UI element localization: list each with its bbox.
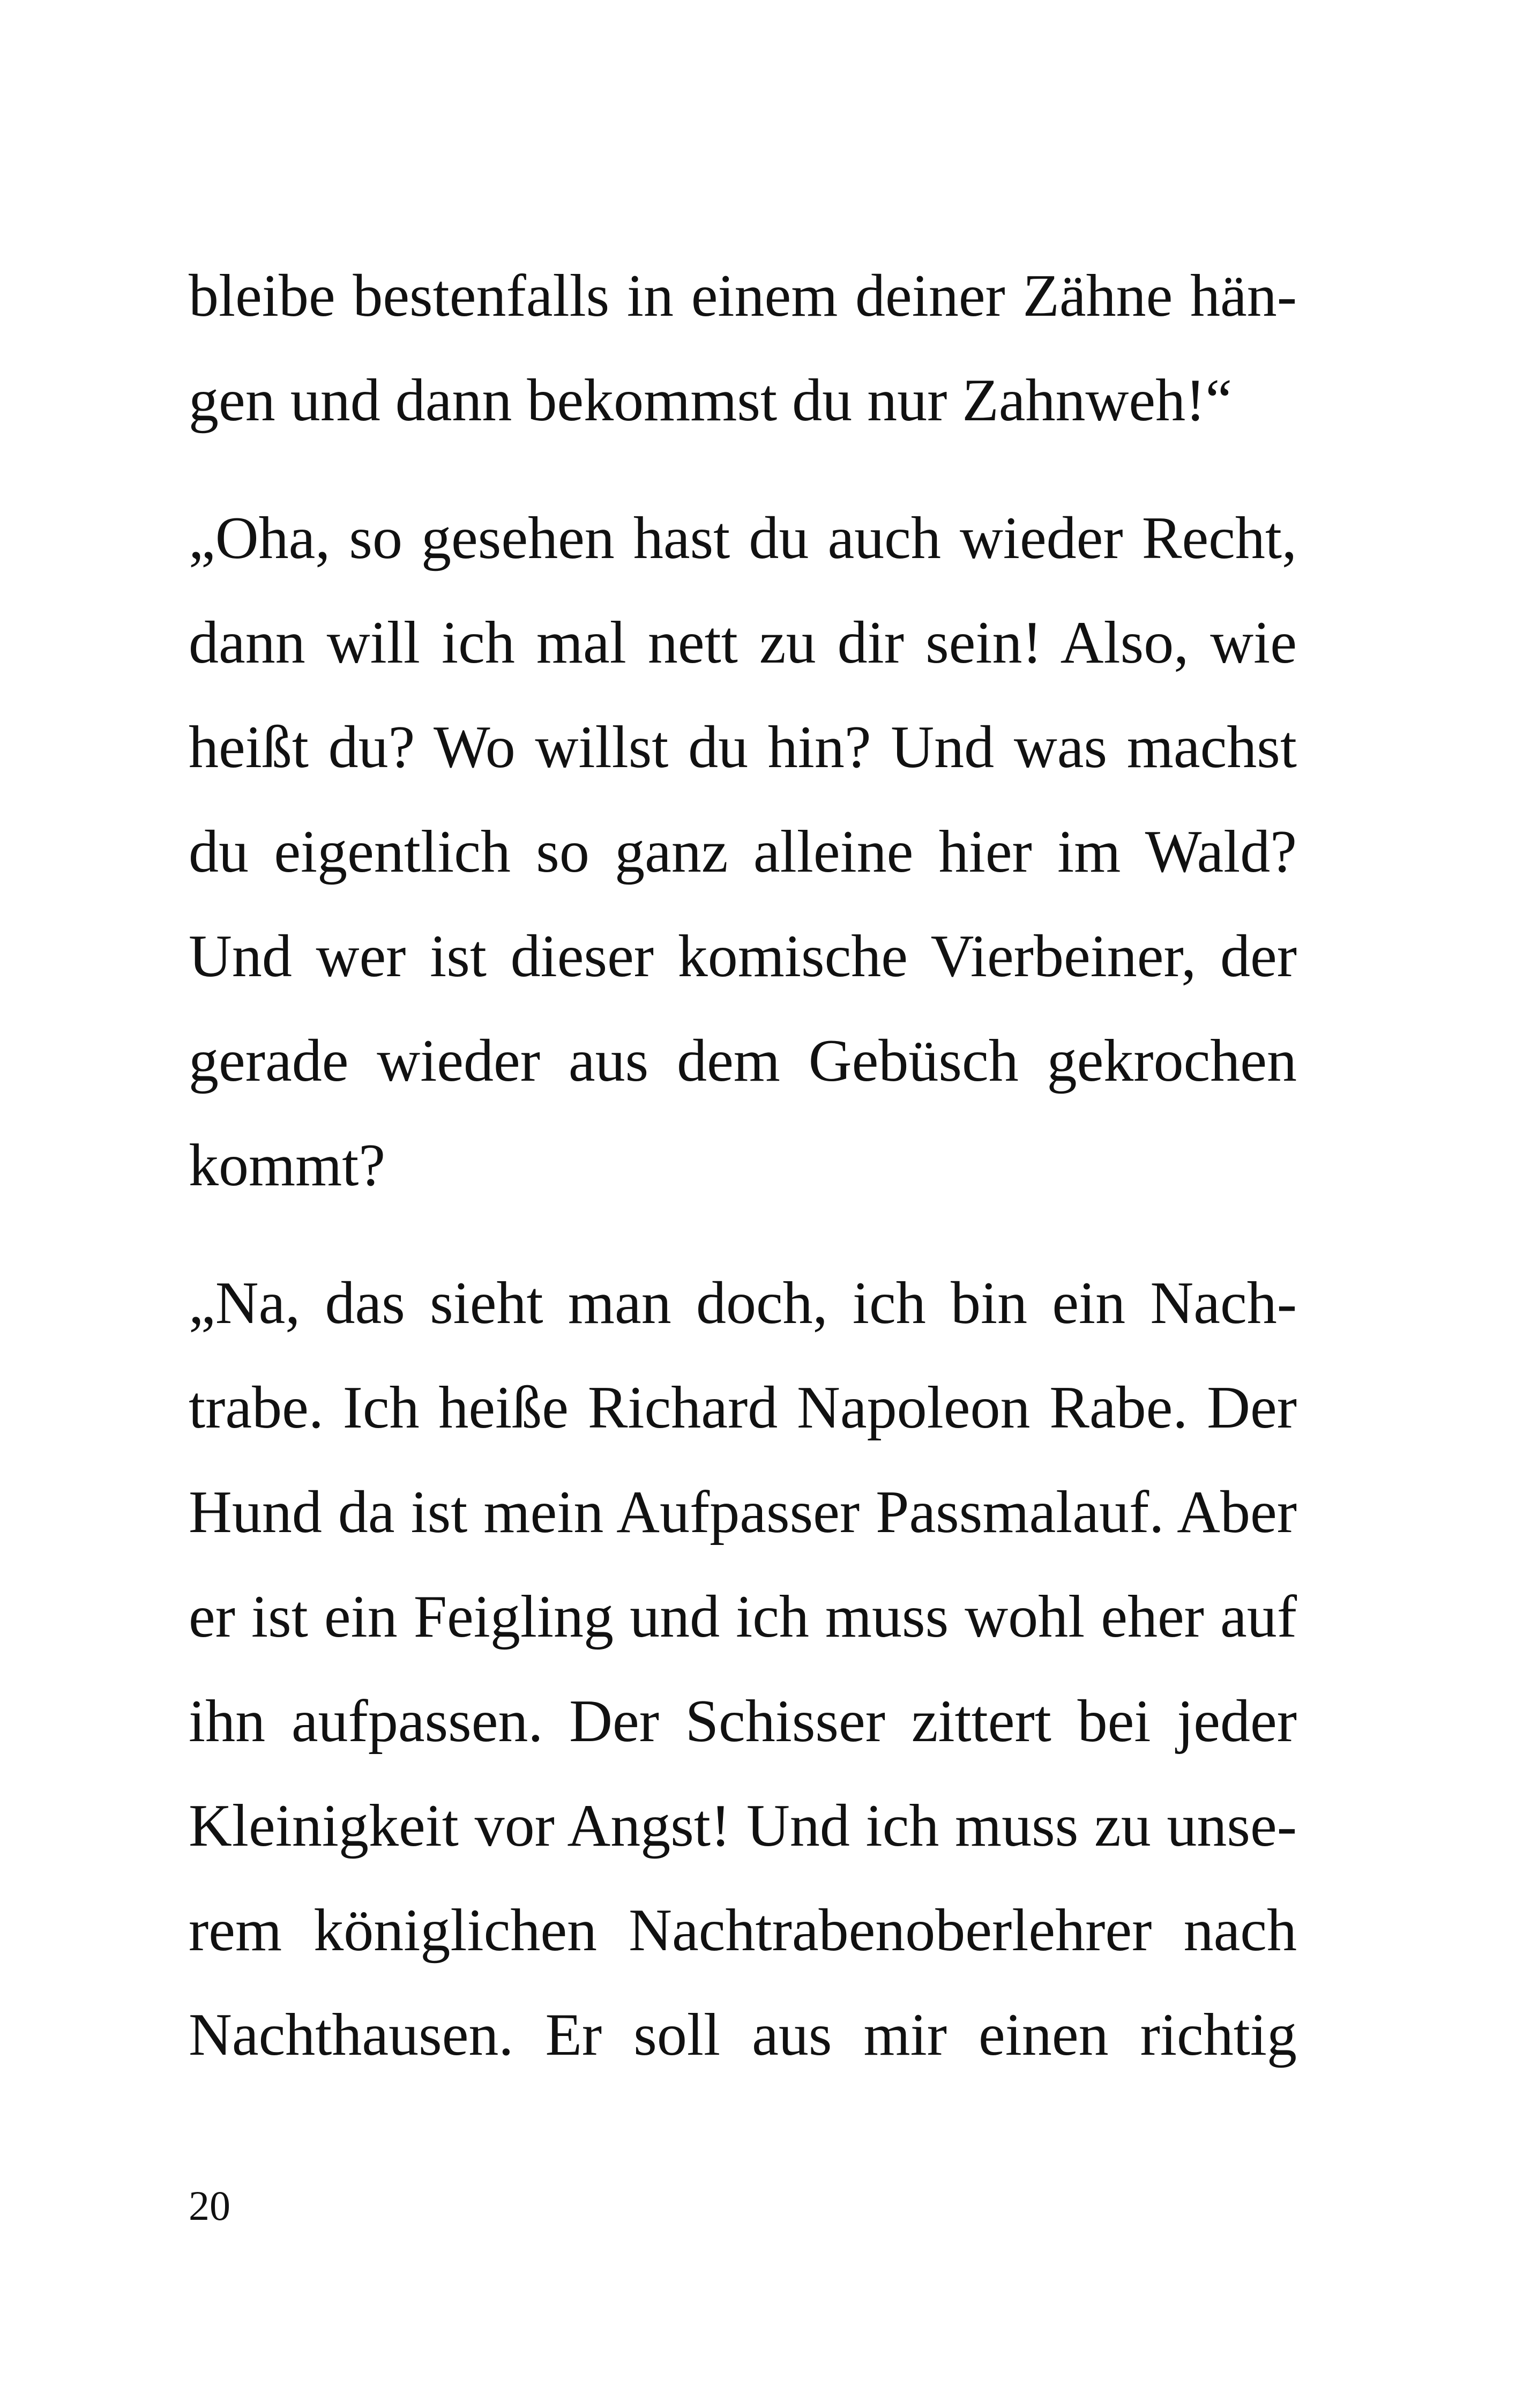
text-line: trabe. Ich heiße Richard Napoleon Rabe. Der (189, 1374, 1297, 1441)
text-line: gen und dann bekommst du nur Zahnweh!“ (189, 367, 1233, 434)
text-line: er ist ein Feigling und ich muss wohl eher auf (189, 1584, 1297, 1650)
text-line: „Oha, so gesehen hast du auch wieder Recht, (189, 505, 1297, 571)
paragraph-spacer (189, 1218, 1297, 1251)
text-line: Kleinigkeit vor Angst! Und ich muss zu unse- (189, 1793, 1297, 1859)
paragraph-1 (189, 244, 1297, 453)
text-line: „Na, das sieht man doch, ich bin ein Nach- (189, 1270, 1297, 1336)
text-line: Hund da ist mein Aufpasser Passmalauf. Aber (189, 1479, 1297, 1545)
text-line: ihn aufpassen. Der Schisser zittert bei jeder (189, 1688, 1297, 1755)
text-line: Und wer ist dieser komische Vierbeiner, der (189, 923, 1297, 990)
paragraph-spacer (189, 453, 1297, 486)
page-number: 20 (189, 2182, 230, 2229)
paragraph-3 (189, 1251, 1297, 2087)
text-line: gerade wieder aus dem Gebüsch gekrochen (189, 1028, 1297, 1094)
text-line: bleibe bestenfalls in einem deiner Zähne hän- (189, 263, 1297, 329)
text-line: heißt du? Wo willst du hin? Und was machst (189, 714, 1297, 781)
text-line: rem königlichen Nachtrabenoberlehrer nach (189, 1897, 1297, 1964)
page-body (189, 244, 1297, 2087)
text-line: dann will ich mal nett zu dir sein! Also, wie (189, 610, 1297, 676)
text-line: Nachthausen. Er soll aus mir einen richtig (189, 2002, 1297, 2068)
text-line: kommt? (189, 1132, 386, 1199)
paragraph-2 (189, 486, 1297, 1218)
text-line: du eigentlich so ganz alleine hier im Wald? (189, 819, 1297, 885)
